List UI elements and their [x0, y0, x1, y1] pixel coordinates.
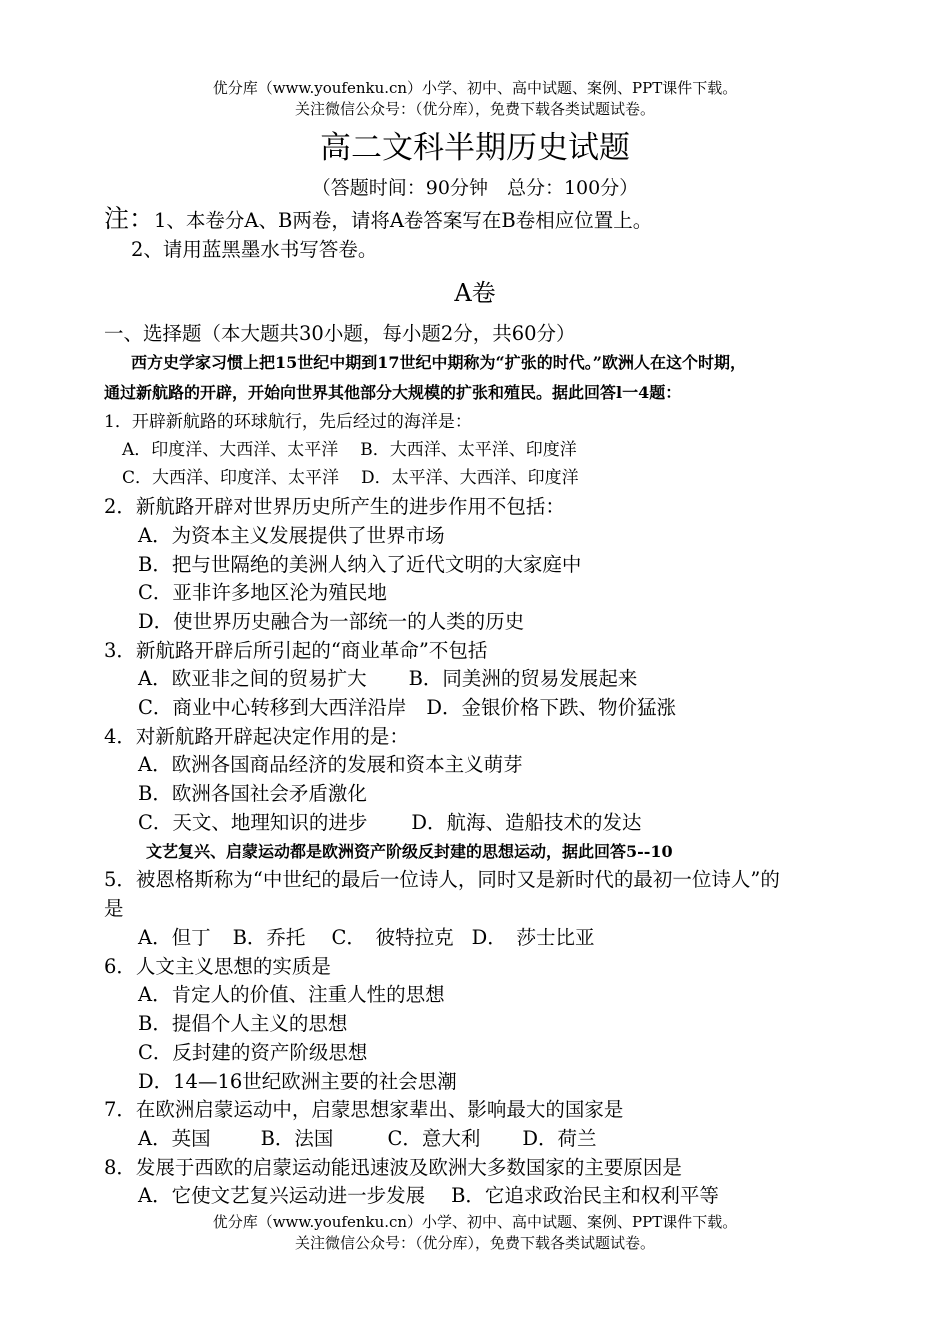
q7-option-d: D．荷兰 [522, 1127, 597, 1150]
note-1: 1、本卷分A、B两卷，请将A卷答案写在B卷相应位置上。 [154, 209, 653, 232]
passage1-line-1: 西方史学家习惯上把15世纪中期到17世纪中期称为“扩张的时代。”欧洲人在这个时期， [131, 353, 746, 372]
q7-option-c: C．意大利 [387, 1127, 481, 1150]
q4-option-c: C．天文、地理知识的进步 [138, 811, 368, 834]
note-2: 2、请用蓝黑墨水书写答卷。 [131, 238, 378, 261]
part1-heading: 一、选择题（本大题共30小题，每小题2分，共60分） [104, 322, 576, 345]
q1-options-ab [122, 438, 577, 462]
q6-option-b: B．提倡个人主义的思想 [138, 1012, 348, 1035]
q5-stem-line-2: 是 [104, 897, 124, 920]
q2-option-a: A．为资本主义发展提供了世界市场 [138, 524, 445, 547]
header-line-2: 关注微信公众号：（优分库），免费下载各类试题试卷。 [294, 100, 655, 118]
q7-option-a: A．英国 [138, 1127, 211, 1150]
q2-option-d: D．使世界历史融合为一部统一的人类的历史 [138, 610, 525, 633]
q1-options-cd [122, 466, 579, 490]
q3-option-b: B．同美洲的贸易发展起来 [408, 667, 638, 690]
q4-stem: 4．对新航路开辟起决定作用的是： [104, 725, 409, 748]
section-a-heading: A卷 [454, 279, 496, 307]
q6-option-a: A．肯定人的价值、注重人性的思想 [138, 983, 445, 1006]
header-line-1: 优分库（www.youfenku.cn）小学、初中、高中试题、案例、PPT课件下载。 [212, 79, 738, 97]
q5-option-d: D． 莎士比亚 [471, 926, 595, 949]
q6-stem: 6．人文主义思想的实质是 [104, 955, 331, 978]
q8-option-b: B．它追求政治民主和权利平等 [451, 1184, 719, 1207]
q4-options-cd [138, 809, 642, 837]
q8-options [138, 1182, 719, 1210]
q3-stem: 3．新航路开辟后所引起的“商业革命”不包括 [104, 639, 488, 662]
q1-option-b: B．大西洋、太平洋、印度洋 [360, 440, 577, 460]
q6-option-c: C．反封建的资产阶级思想 [138, 1041, 368, 1064]
q3-option-d: D．金银价格下跌、物价猛涨 [426, 696, 677, 719]
q7-options [138, 1125, 597, 1153]
q5-option-c: C． 彼特拉克 [331, 926, 454, 949]
q5-options [138, 924, 595, 952]
q4-option-b: B．欧洲各国社会矛盾激化 [138, 782, 367, 805]
page-title: 高二文科半期历史试题 [320, 130, 630, 166]
q8-option-a: A．它使文艺复兴运动进一步发展 [138, 1184, 426, 1207]
q7-option-b: B．法国 [260, 1127, 334, 1150]
q5-option-a: A．但丁 [138, 926, 211, 949]
q5-stem-line-1: 5．被恩格斯称为“中世纪的最后一位诗人，同时又是新时代的最初一位诗人”的 [104, 868, 780, 891]
q6-option-d: D．14—16世纪欧洲主要的社会思潮 [138, 1070, 457, 1093]
note-label: 注： [104, 204, 155, 233]
q1-option-c: C．大西洋、印度洋、太平洋 [122, 468, 340, 488]
q1-stem: 1．开辟新航路的环球航行，先后经过的海洋是： [104, 412, 472, 432]
q3-option-c: C．商业中心转移到大西洋沿岸 [138, 696, 407, 719]
note-line-1 [104, 205, 652, 235]
passage2: 文艺复兴、启蒙运动都是欧洲资产阶级反封建的思想运动，据此回答5--10 [146, 842, 673, 861]
page-subtitle: （答题时间：90分钟 总分：100分） [311, 177, 639, 199]
q1-option-d: D．太平洋、大西洋、印度洋 [361, 468, 579, 488]
q2-option-b: B．把与世隔绝的美洲人纳入了近代文明的大家庭中 [138, 553, 582, 576]
footer-line-2: 关注微信公众号：（优分库），免费下载各类试题试卷。 [294, 1234, 655, 1252]
q8-stem: 8．发展于西欧的启蒙运动能迅速波及欧洲大多数国家的主要原因是 [104, 1156, 682, 1179]
passage1-line-2: 通过新航路的开辟，开始向世界其他部分大规模的扩张和殖民。据此回答l一4题： [104, 383, 682, 402]
q1-option-a: A．印度洋、大西洋、太平洋 [122, 440, 339, 460]
q4-option-d: D．航海、造船技术的发达 [411, 811, 642, 834]
q5-option-b: B．乔托 [232, 926, 306, 949]
q3-options-cd [138, 694, 676, 722]
q7-stem: 7．在欧洲启蒙运动中，启蒙思想家辈出、影响最大的国家是 [104, 1098, 624, 1121]
q2-stem: 2．新航路开辟对世界历史所产生的进步作用不包括： [104, 495, 565, 518]
q3-options-ab [138, 665, 637, 693]
q3-option-a: A．欧亚非之间的贸易扩大 [138, 667, 367, 690]
q2-option-c: C．亚非许多地区沦为殖民地 [138, 581, 387, 604]
q4-option-a: A．欧洲各国商品经济的发展和资本主义萌芽 [138, 753, 523, 776]
footer-line-1: 优分库（www.youfenku.cn）小学、初中、高中试题、案例、PPT课件下载。 [212, 1213, 738, 1231]
